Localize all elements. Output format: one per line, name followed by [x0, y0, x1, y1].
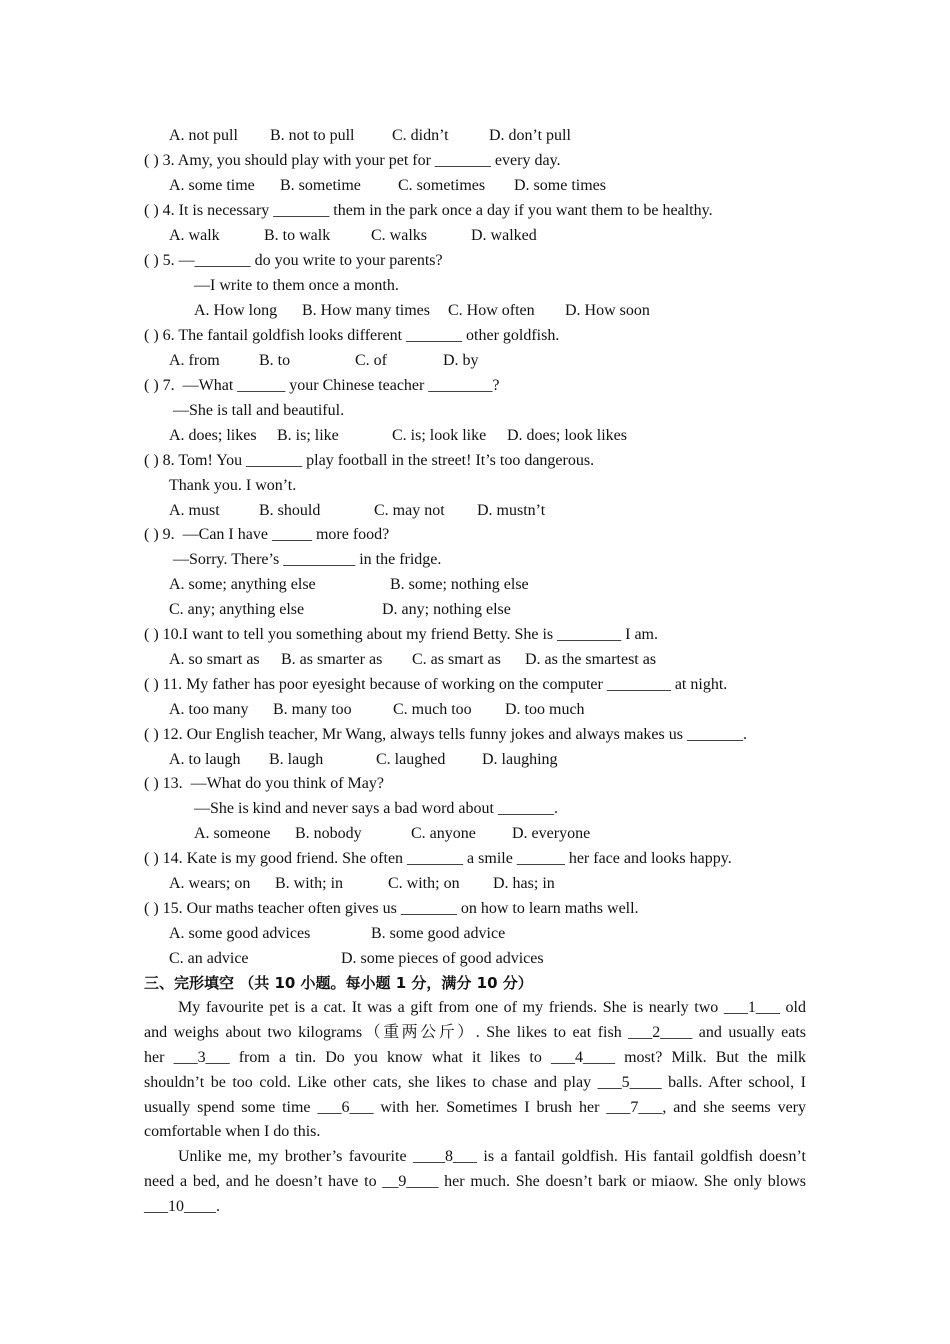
option-b: B. to walk: [264, 227, 331, 244]
option-b: B. with; in: [275, 875, 344, 892]
option-d: D. some pieces of good advices: [341, 950, 544, 967]
dialogue-reply: —Sorry. There’s _________ in the fridge.: [173, 551, 442, 568]
option-b: B. not to pull: [270, 127, 355, 144]
option-c: C. any; anything else: [169, 601, 305, 618]
option-a: A. must: [169, 502, 220, 519]
option-d: D. don’t pull: [489, 127, 571, 144]
question-stem: ( ) 6. The fantail goldfish looks different _______ other goldfish.: [144, 327, 560, 344]
option-a: A. How long: [194, 302, 278, 319]
cloze-paragraph-2: [144, 1145, 806, 1220]
option-c: C. with; on: [388, 875, 460, 892]
option-a: A. someone: [194, 825, 271, 842]
option-a: A. to laugh: [169, 751, 241, 768]
question-stem: ( ) 9. —Can I have _____ more food?: [144, 526, 390, 543]
option-c: C. laughed: [376, 751, 446, 768]
option-d: D. everyone: [512, 825, 591, 842]
question-stem: ( ) 4. It is necessary _______ them in the park once a day if you want them to be healthy.: [144, 202, 713, 219]
option-d: D. How soon: [565, 302, 650, 319]
option-d: D. any; nothing else: [382, 601, 511, 618]
option-d: D. by: [443, 352, 479, 369]
option-b: B. to: [259, 352, 291, 369]
option-a: A. walk: [169, 227, 220, 244]
question-stem: ( ) 10.I want to tell you something about my friend Betty. She is ________ I am.: [144, 626, 658, 643]
option-c: C. is; look like: [392, 427, 487, 444]
option-b: B. some; nothing else: [390, 576, 529, 593]
dialogue-reply: —I write to them once a month.: [194, 277, 399, 294]
paragraph-line: comfortable when I do this.: [144, 1123, 321, 1141]
option-c: C. an advice: [169, 950, 249, 967]
option-a: A. some; anything else: [169, 576, 316, 593]
option-d: D. walked: [471, 227, 537, 244]
section-heading: 三、完形填空 （共 10 小题。每小题 1 分，满分 10 分）: [144, 974, 533, 992]
option-b: B. is; like: [277, 427, 339, 444]
option-d: D. laughing: [482, 751, 558, 768]
option-d: D. some times: [514, 177, 606, 194]
question-stem: ( ) 15. Our maths teacher often gives us _______ on how to learn maths well.: [144, 900, 639, 917]
paragraph-line: ___10____.: [144, 1197, 220, 1215]
option-a: A. some time: [169, 177, 255, 194]
option-b: B. many too: [273, 701, 352, 718]
option-c: C. much too: [393, 701, 472, 718]
option-d: D. does; look likes: [507, 427, 627, 444]
paragraph-line: her ___3___ from a tin. Do you know what it likes to ___4____ most? Milk. But the milk: [144, 1048, 806, 1066]
question-stem: ( ) 8. Tom! You _______ play football in the street! It’s too dangerous.: [144, 452, 595, 469]
question-stem: ( ) 5. —_______ do you write to your parents?: [144, 252, 443, 269]
option-b: B. should: [259, 502, 321, 519]
option-c: C. didn’t: [392, 127, 449, 144]
cloze-paragraph-1: [144, 996, 806, 1145]
option-c: C. of: [355, 352, 387, 369]
option-b: B. How many times: [302, 302, 430, 319]
question-stem: ( ) 11. My father has poor eyesight because of working on the computer ________ at night.: [144, 676, 728, 693]
option-d: D. has; in: [493, 875, 555, 892]
question-stem: ( ) 13. —What do you think of May?: [144, 775, 384, 792]
option-a: A. does; likes: [169, 427, 257, 444]
option-d: D. too much: [505, 701, 585, 718]
option-a: A. not pull: [169, 127, 238, 144]
option-c: C. may not: [374, 502, 445, 519]
question-stem: ( ) 14. Kate is my good friend. She often _______ a smile ______ her face and looks happy.: [144, 850, 732, 867]
option-c: C. sometimes: [398, 177, 486, 194]
option-a: A. from: [169, 352, 220, 369]
option-b: B. laugh: [269, 751, 324, 768]
question-stem: ( ) 7. —What ______ your Chinese teacher ________?: [144, 377, 500, 394]
option-c: C. anyone: [411, 825, 476, 842]
dialogue-reply: —She is tall and beautiful.: [173, 402, 345, 419]
paragraph-line: usually spend some time ___6___ with her. Sometimes I brush her ___7___, and she seems very: [144, 1098, 806, 1116]
paragraph-line: My favourite pet is a cat. It was a gift from one of my friends. She is nearly two ___1___ old: [178, 999, 806, 1016]
option-a: A. too many: [169, 701, 249, 718]
paragraph-line: need a bed, and he doesn’t have to __9____ her much. She doesn’t bark or miaow. She only blows: [144, 1172, 806, 1190]
option-b: B. sometime: [280, 177, 361, 194]
option-a: A. wears; on: [169, 875, 251, 892]
option-c: C. walks: [371, 227, 427, 244]
dialogue-reply: Thank you. I won’t.: [169, 477, 297, 494]
dialogue-reply: —She is kind and never says a bad word about _______.: [194, 800, 558, 817]
option-d: D. as the smartest as: [525, 651, 657, 668]
paragraph-line: and weighs about two kilograms（重两公斤）. She likes to eat fish ___2____ and usually eats: [144, 1023, 806, 1041]
option-c: C. How often: [448, 302, 535, 319]
option-b: B. as smarter as: [281, 651, 383, 668]
option-c: C. as smart as: [412, 651, 501, 668]
question-stem: ( ) 3. Amy, you should play with your pet for _______ every day.: [144, 152, 561, 169]
paragraph-line: Unlike me, my brother’s favourite ____8___ is a fantail goldfish. His fantail goldfish doesn’t: [178, 1148, 806, 1165]
option-b: B. nobody: [295, 825, 362, 842]
option-b: B. some good advice: [371, 925, 506, 942]
option-d: D. mustn’t: [477, 502, 546, 519]
option-a: A. some good advices: [169, 925, 311, 942]
paragraph-line: shouldn’t be too cold. Like other cats, she likes to chase and play ___5____ balls. After school, I: [144, 1073, 806, 1091]
question-stem: ( ) 12. Our English teacher, Mr Wang, always tells funny jokes and always makes us _______.: [144, 726, 747, 743]
option-a: A. so smart as: [169, 651, 260, 668]
